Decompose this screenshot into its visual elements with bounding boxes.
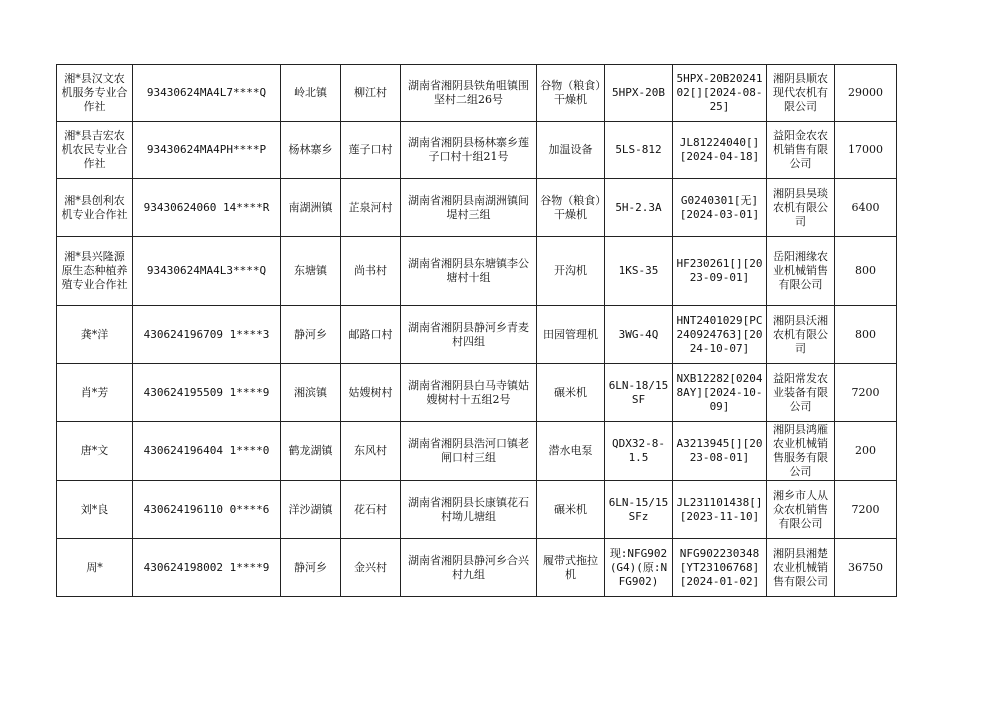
cell-subsidy-amount: 800 [835,306,897,364]
cell-dealer: 益阳常发农业装备有限公司 [767,364,835,422]
cell-machine-type: 碾米机 [537,481,605,539]
table-row [57,422,897,481]
cell-owner-name: 湘*县吉宏农机农民专业合作社 [57,122,133,179]
cell-model: 5LS-812 [605,122,673,179]
cell-machine-type: 谷物（粮食）干燥机 [537,179,605,237]
cell-dealer: 湘乡市人从众农机销售有限公司 [767,481,835,539]
cell-address: 湖南省湘阴县静河乡青麦村四组 [401,306,537,364]
cell-serial-date: HF230261[][2023-09-01] [673,237,767,306]
cell-subsidy-amount: 17000 [835,122,897,179]
cell-model: 1KS-35 [605,237,673,306]
cell-address: 湖南省湘阴县长康镇花石村坳儿塘组 [401,481,537,539]
cell-address: 湖南省湘阴县白马寺镇姑嫂树村十五组2号 [401,364,537,422]
cell-owner-name: 湘*县兴隆源原生态种植养殖专业合作社 [57,237,133,306]
cell-subsidy-amount: 36750 [835,539,897,597]
cell-village: 邮路口村 [341,306,401,364]
table-row [57,65,897,122]
cell-owner-name: 周* [57,539,133,597]
cell-township: 湘滨镇 [281,364,341,422]
cell-subsidy-amount: 7200 [835,364,897,422]
cell-model: 5HPX-20B [605,65,673,122]
cell-township: 杨林寨乡 [281,122,341,179]
cell-machine-type: 田园管理机 [537,306,605,364]
cell-dealer: 湘阴县鸿雁农业机械销售服务有限公司 [767,422,835,481]
cell-machine-type: 碾米机 [537,364,605,422]
cell-credit-code: 430624196709 1****3 [133,306,281,364]
cell-serial-date: NXB12282[02048AY][2024-10-09] [673,364,767,422]
table-row [57,481,897,539]
cell-subsidy-amount: 29000 [835,65,897,122]
subsidy-table [56,64,897,597]
cell-machine-type: 加温设备 [537,122,605,179]
cell-owner-name: 肖*芳 [57,364,133,422]
cell-subsidy-amount: 200 [835,422,897,481]
cell-credit-code: 430624195509 1****9 [133,364,281,422]
cell-credit-code: 430624196404 1****0 [133,422,281,481]
cell-owner-name: 湘*县创利农机专业合作社 [57,179,133,237]
cell-machine-type: 潜水电泵 [537,422,605,481]
cell-dealer: 湘阴县沃湘农机有限公司 [767,306,835,364]
cell-village: 金兴村 [341,539,401,597]
cell-township: 洋沙湖镇 [281,481,341,539]
cell-village: 柳江村 [341,65,401,122]
cell-village: 莲子口村 [341,122,401,179]
cell-model: QDX32-8-1.5 [605,422,673,481]
cell-dealer: 岳阳湘缘农业机械销售有限公司 [767,237,835,306]
cell-address: 湖南省湘阴县杨林寨乡莲子口村十组21号 [401,122,537,179]
cell-serial-date: 5HPX-20B2024102[][2024-08-25] [673,65,767,122]
cell-township: 岭北镇 [281,65,341,122]
cell-owner-name: 刘*良 [57,481,133,539]
cell-credit-code: 430624198002 1****9 [133,539,281,597]
table-row [57,122,897,179]
cell-village: 尚书村 [341,237,401,306]
cell-subsidy-amount: 6400 [835,179,897,237]
cell-dealer: 益阳金农农机销售有限公司 [767,122,835,179]
cell-township: 东塘镇 [281,237,341,306]
cell-village: 东风村 [341,422,401,481]
cell-address: 湖南省湘阴县东塘镇李公塘村十组 [401,237,537,306]
cell-dealer: 湘阴县湘楚农业机械销售有限公司 [767,539,835,597]
cell-model: 6LN-18/15SF [605,364,673,422]
cell-township: 静河乡 [281,306,341,364]
cell-village: 姑嫂树村 [341,364,401,422]
cell-serial-date: JL81224040[][2024-04-18] [673,122,767,179]
cell-address: 湖南省湘阴县静河乡合兴村九组 [401,539,537,597]
cell-township: 静河乡 [281,539,341,597]
cell-township: 鹤龙湖镇 [281,422,341,481]
table-row [57,179,897,237]
cell-model: 6LN-15/15SFz [605,481,673,539]
table-row [57,539,897,597]
cell-credit-code: 93430624MA4L7****Q [133,65,281,122]
cell-village: 花石村 [341,481,401,539]
cell-credit-code: 93430624MA4L3****Q [133,237,281,306]
table-row [57,364,897,422]
cell-machine-type: 履带式拖拉机 [537,539,605,597]
cell-owner-name: 龚*洋 [57,306,133,364]
cell-subsidy-amount: 7200 [835,481,897,539]
cell-serial-date: JL231101438[][2023-11-10] [673,481,767,539]
cell-village: 芷泉河村 [341,179,401,237]
cell-serial-date: NFG902230348[YT23106768][2024-01-02] [673,539,767,597]
cell-township: 南湖洲镇 [281,179,341,237]
cell-machine-type: 开沟机 [537,237,605,306]
cell-owner-name: 湘*县汉文农机服务专业合作社 [57,65,133,122]
table-row [57,237,897,306]
cell-model: 3WG-4Q [605,306,673,364]
cell-serial-date: G0240301[无][2024-03-01] [673,179,767,237]
cell-credit-code: 93430624060 14****R [133,179,281,237]
cell-owner-name: 唐*文 [57,422,133,481]
cell-address: 湖南省湘阴县南湖洲镇间堤村三组 [401,179,537,237]
cell-dealer: 湘阴县顺农现代农机有限公司 [767,65,835,122]
cell-serial-date: A3213945[][2023-08-01] [673,422,767,481]
cell-subsidy-amount: 800 [835,237,897,306]
cell-address: 湖南省湘阴县浩河口镇老闸口村三组 [401,422,537,481]
cell-machine-type: 谷物（粮食）干燥机 [537,65,605,122]
table-row [57,306,897,364]
cell-credit-code: 430624196110 0****6 [133,481,281,539]
cell-serial-date: HNT2401029[PC240924763][2024-10-07] [673,306,767,364]
cell-dealer: 湘阴县昊琰农机有限公司 [767,179,835,237]
cell-model: 现:NFG902(G4)(原:NFG902) [605,539,673,597]
cell-address: 湖南省湘阴县铁角咀镇围坚村二组26号 [401,65,537,122]
cell-model: 5H-2.3A [605,179,673,237]
cell-credit-code: 93430624MA4PH****P [133,122,281,179]
